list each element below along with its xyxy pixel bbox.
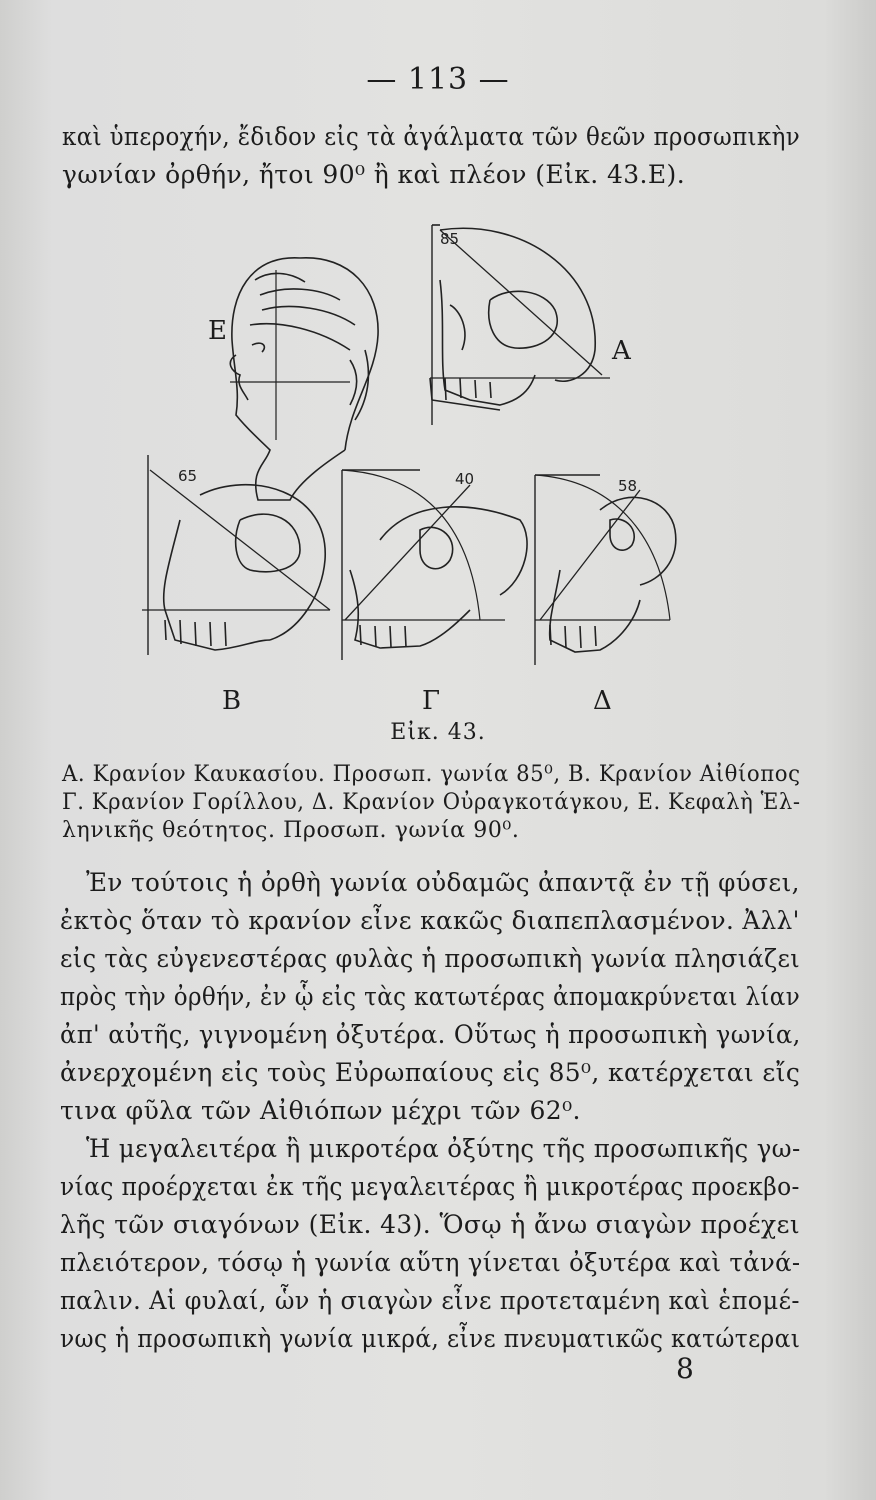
body-line: Ἐν τούτοις ἡ ὀρθὴ γωνία οὐδαμῶς ἀπαντᾷ ἐν τῇ φύσει, [86,868,800,897]
gorilla-skull-drawing [342,470,527,660]
orangutan-skull-drawing [535,475,676,665]
angle-label-g: 40 [455,470,475,488]
body-line: Ἡ μεγαλειτέρα ἢ μικροτέρα ὀξύτης τῆς προσωπικῆς γω- [86,1134,801,1163]
intro-line: γωνίαν ὀρθήν, ἤτοι 90⁰ ἢ καὶ πλέον (Εἰκ. 43.Ε). [62,160,686,189]
angle-label-a: 85 [440,230,460,248]
signature-mark: 8 [676,1352,694,1385]
body-line: πλειότερον, τόσῳ ἡ γωνία αὕτη γίνεται ὀξυτέρα καὶ τἀνά- [60,1248,801,1277]
figure-label-b: Β [222,686,242,716]
angle-label-d: 58 [618,477,638,495]
intro-line: καὶ ὑπεροχήν, ἔδιδον εἰς τὰ ἀγάλματα τῶν θεῶν προσωπικὴν [62,122,801,151]
body-line: εἰς τὰς εὐγενεστέρας φυλὰς ἡ προσωπικὴ γωνία πλησιάζει [60,944,801,973]
caption-line: Γ. Κρανίον Γορίλλου, Δ. Κρανίον Οὐραγκοτάγκου, Ε. Κεφαλὴ Ἑλ- [62,790,801,815]
figure-label-g: Γ [422,686,441,716]
greek-head-drawing [230,258,378,500]
figure-title: Εἰκ. 43. [390,720,486,745]
body-line: νως ἡ προσωπικὴ γωνία μικρά, εἶνε πνευματικῶς κατώτεραι [60,1324,801,1353]
angle-label-b: 65 [178,467,198,485]
figure-label-a: Α [612,336,631,366]
caption-line: Α. Κρανίον Καυκασίου. Προσωπ. γωνία 85⁰, Β. Κρανίον Αἰθίοπος [62,762,801,787]
body-line: ἐκτὸς ὅταν τὸ κρανίον εἶνε κακῶς διαπεπλασμένον. Ἀλλ' [60,906,800,935]
body-line: ἀνερχομένη εἰς τοὺς Εὐρωπαίους εἰς 85⁰, κατέρχεται εἴς [60,1058,801,1087]
body-line: τινα φῦλα τῶν Αἰθιόπων μέχρι τῶν 62⁰. [60,1096,581,1125]
figure-label-e: Ε [208,316,227,346]
body-line: νίας προέρχεται ἐκ τῆς μεγαλειτέρας ἢ μικροτέρας προεκβο- [60,1172,800,1201]
body-line: πρὸς τὴν ὀρθήν, ἐν ᾧ εἰς τὰς κατωτέρας ἀπομακρύνεται λίαν [60,982,801,1011]
figure-43-illustration [0,200,876,700]
body-line: ἀπ' αὐτῆς, γιγνομένη ὀξυτέρα. Οὕτως ἡ προσωπικὴ γωνία, [60,1020,801,1049]
body-line: παλιν. Αἱ φυλαί, ὧν ἡ σιαγὼν εἶνε προτεταμένη καὶ ἑπομέ- [60,1286,800,1315]
body-line: λῆς τῶν σιαγόνων (Εἰκ. 43). Ὅσῳ ἡ ἄνω σιαγὼν προέχει [60,1210,801,1239]
page-number: — 113 — [366,62,510,97]
figure-label-d: Δ [593,686,612,716]
caucasian-skull-drawing [430,225,610,425]
caption-line: ληνικῆς θεότητος. Προσωπ. γωνία 90⁰. [62,818,520,843]
